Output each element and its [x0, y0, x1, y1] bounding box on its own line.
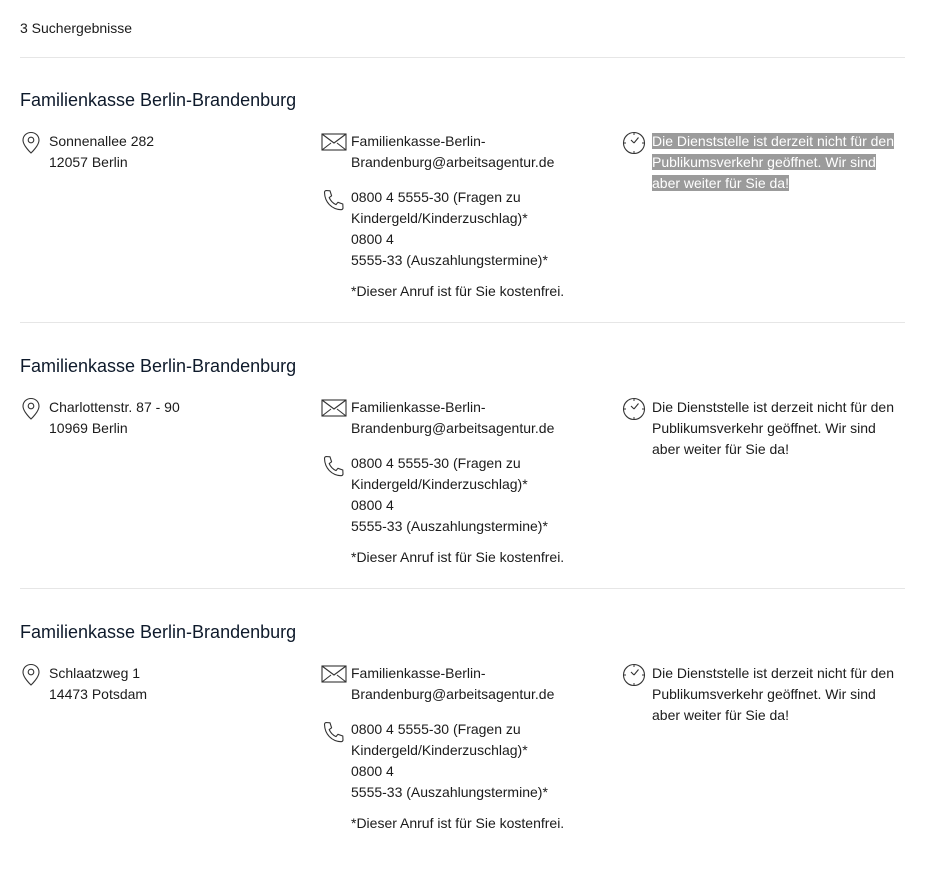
phone-line-1[interactable]: 0800 4 5555-30 (Fragen zu — [351, 189, 521, 205]
divider — [20, 57, 905, 58]
envelope-icon — [321, 133, 347, 151]
email-line-2[interactable]: Brandenburg@arbeitsagentur.de — [351, 154, 555, 170]
phone-line-2: Kindergeld/Kinderzuschlag)* — [351, 476, 528, 492]
envelope-icon — [321, 665, 347, 683]
results-count: 3 Suchergebnisse — [20, 20, 133, 36]
hours-text-selected: Die Dienststelle ist derzeit nicht für den Publikumsverkehr geöffnet. Wir sind aber weiter für Sie da! — [652, 133, 894, 191]
clock-icon — [622, 131, 646, 155]
hours-text — [652, 131, 902, 194]
hours-text: Die Dienststelle ist derzeit nicht für den Publikumsverkehr geöffnet. Wir sind aber weiter für Sie da! — [652, 665, 894, 723]
clock-icon — [622, 397, 646, 421]
location-pin-icon — [20, 131, 42, 155]
address-city: 12057 Berlin — [49, 154, 128, 170]
location-pin-icon — [20, 397, 42, 421]
location-pin-icon — [20, 663, 42, 687]
office-title: Familienkasse Berlin-Brandenburg — [20, 622, 297, 642]
free-call-note: *Dieser Anruf ist für Sie kostenfrei. — [351, 549, 565, 565]
email-line-2[interactable]: Brandenburg@arbeitsagentur.de — [351, 686, 555, 702]
phone-line-1[interactable]: 0800 4 5555-30 (Fragen zu — [351, 721, 521, 737]
office-title: Familienkasse Berlin-Brandenburg — [20, 90, 297, 110]
email-line-1[interactable]: Familienkasse-Berlin- — [351, 399, 486, 415]
envelope-icon — [321, 399, 347, 417]
divider — [20, 588, 905, 589]
phone-icon — [322, 454, 346, 478]
phone-line-4: 5555-33 (Auszahlungstermine)* — [351, 252, 548, 268]
office-title: Familienkasse Berlin-Brandenburg — [20, 356, 297, 376]
divider — [20, 322, 905, 323]
phone-icon — [322, 720, 346, 744]
email-line-1[interactable]: Familienkasse-Berlin- — [351, 665, 486, 681]
clock-icon — [622, 663, 646, 687]
address-street: Schlaatzweg 1 — [49, 665, 141, 681]
phone-line-4: 5555-33 (Auszahlungstermine)* — [351, 784, 548, 800]
hours-text: Die Dienststelle ist derzeit nicht für den Publikumsverkehr geöffnet. Wir sind aber weiter für Sie da! — [652, 399, 894, 457]
address-street: Charlottenstr. 87 - 90 — [49, 399, 180, 415]
free-call-note: *Dieser Anruf ist für Sie kostenfrei. — [351, 815, 565, 831]
phone-line-3[interactable]: 0800 4 — [351, 763, 394, 779]
phone-line-2: Kindergeld/Kinderzuschlag)* — [351, 210, 528, 226]
phone-line-1[interactable]: 0800 4 5555-30 (Fragen zu — [351, 455, 521, 471]
free-call-note: *Dieser Anruf ist für Sie kostenfrei. — [351, 283, 565, 299]
email-line-1[interactable]: Familienkasse-Berlin- — [351, 133, 486, 149]
address-city: 10969 Berlin — [49, 420, 128, 436]
phone-line-4: 5555-33 (Auszahlungstermine)* — [351, 518, 548, 534]
phone-line-2: Kindergeld/Kinderzuschlag)* — [351, 742, 528, 758]
address-street: Sonnenallee 282 — [49, 133, 155, 149]
address-city: 14473 Potsdam — [49, 686, 148, 702]
phone-line-3[interactable]: 0800 4 — [351, 231, 394, 247]
email-line-2[interactable]: Brandenburg@arbeitsagentur.de — [351, 420, 555, 436]
phone-icon — [322, 188, 346, 212]
phone-line-3[interactable]: 0800 4 — [351, 497, 394, 513]
